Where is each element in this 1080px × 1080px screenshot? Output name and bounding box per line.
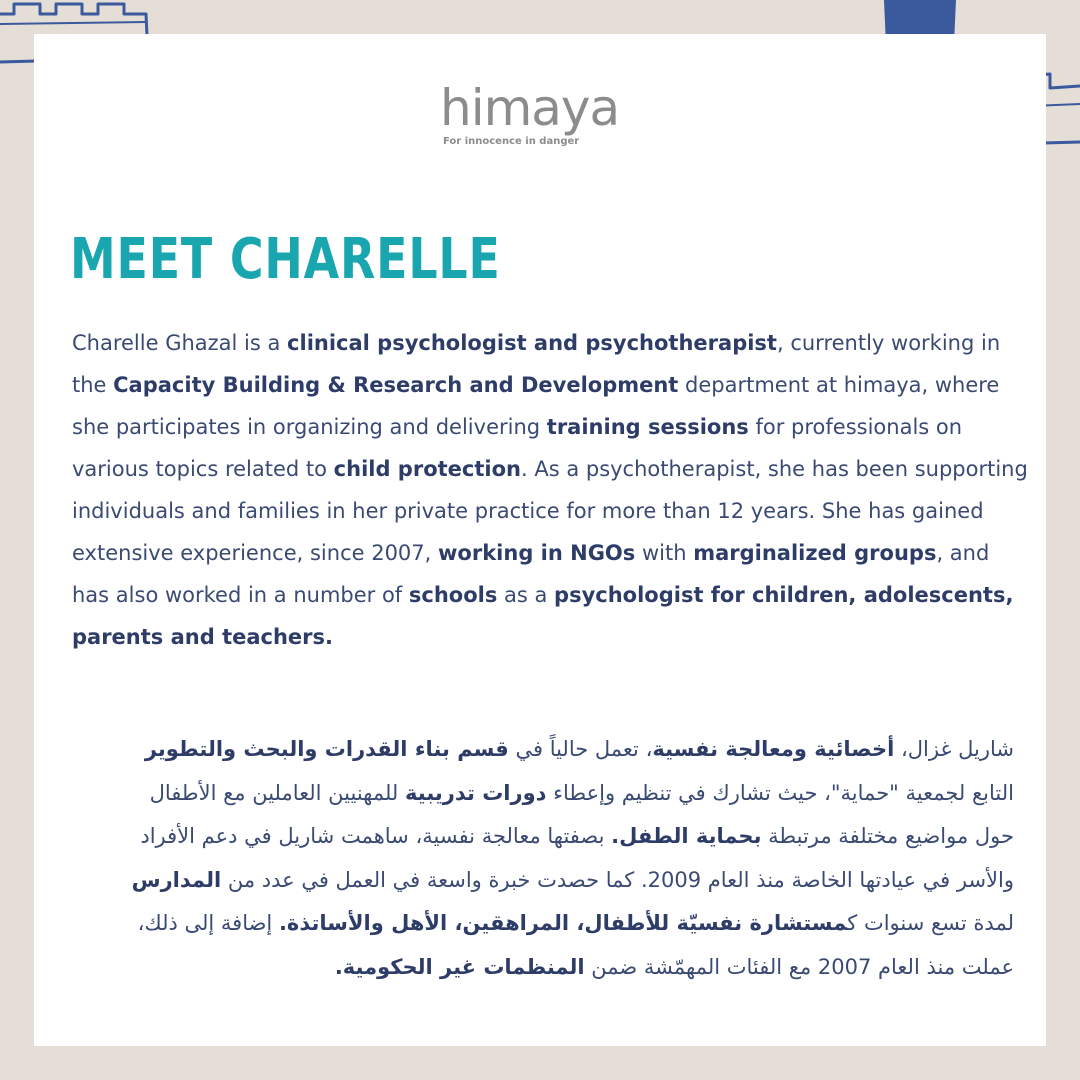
himaya-logo: [440, 78, 650, 158]
logo-wordmark: himaya: [440, 79, 620, 137]
english-bio-text: department at himaya, where she participates in organizing and delivering: [72, 373, 1000, 439]
english-bio-text: . As a psychotherapist, she has been supporting individuals and families in her private practice for more than 12 years. She has gained extensive experience, since 2007,: [72, 457, 1028, 565]
arabic-bio-text: شاريل غزال،: [894, 737, 1014, 761]
arabic-bio-text: ، تعمل حالياً في: [508, 737, 653, 761]
arabic-bio-highlight: أخصائية ومعالجة نفسية: [652, 737, 895, 761]
arabic-bio-highlight: المنظمات غير الحكومية.: [334, 954, 585, 979]
english-bio-highlight: Capacity Building & Research and Development: [113, 373, 679, 397]
english-bio-highlight: working in NGOs: [438, 541, 636, 565]
english-bio-highlight: psychologist for children, adolescents, parents and teachers.: [72, 583, 1014, 649]
english-bio-text: with: [635, 541, 694, 565]
english-bio-text: for professionals on various topics related to: [72, 415, 963, 481]
english-bio-highlight: clinical psychologist and psychotherapist: [287, 331, 777, 355]
english-bio-highlight: child protection: [333, 457, 521, 481]
english-bio-highlight: marginalized groups: [693, 541, 937, 565]
arabic-bio-text: لمدة تسع سنوات ك: [847, 911, 1014, 935]
english-bio-text: Charelle Ghazal is a: [72, 331, 288, 355]
arabic-bio-text: إضافة إلى ذلك، عملت منذ العام 2007 مع الفئات المهمّشة ضمن: [137, 911, 1014, 979]
page-title: MEET CHARELLE: [70, 227, 501, 292]
arabic-bio-highlight: مستشارة نفسيّة للأطفال، المراهقين، الأهل والأساتذة.: [278, 911, 848, 935]
english-bio-text: , and has also worked in a number of: [72, 541, 990, 607]
arabic-bio-highlight: بحماية الطفل.: [611, 824, 762, 848]
arabic-bio-text: بصفتها معالجة نفسية، ساهمت شاريل في دعم الأفراد والأسر في عيادتها الخاصة منذ العام 2009. كما حصدت خبرة واسعة في العمل في عدد من: [140, 824, 1014, 892]
english-bio-text: , currently working in the: [72, 331, 1001, 397]
english-bio: [72, 322, 1032, 658]
arabic-bio-highlight: قسم بناء القدرات والبحث والتطوير: [144, 737, 509, 761]
arabic-bio-text: للمهنيين العاملين مع الأطفال حول مواضيع مختلفة مرتبطة: [149, 780, 1014, 848]
arabic-bio-text: التابع لجمعية "حماية"، حيث تشارك في تنظيم وإعطاء: [546, 780, 1014, 805]
arabic-bio-highlight: المدارس: [131, 867, 222, 892]
arabic-bio-highlight: دورات تدريبية: [405, 780, 547, 805]
english-bio-highlight: schools: [408, 583, 498, 607]
logo-tagline: For innocence in danger: [443, 136, 580, 147]
arabic-bio: [114, 728, 1014, 989]
english-bio-highlight: training sessions: [546, 415, 749, 439]
english-bio-text: as a: [497, 583, 555, 607]
